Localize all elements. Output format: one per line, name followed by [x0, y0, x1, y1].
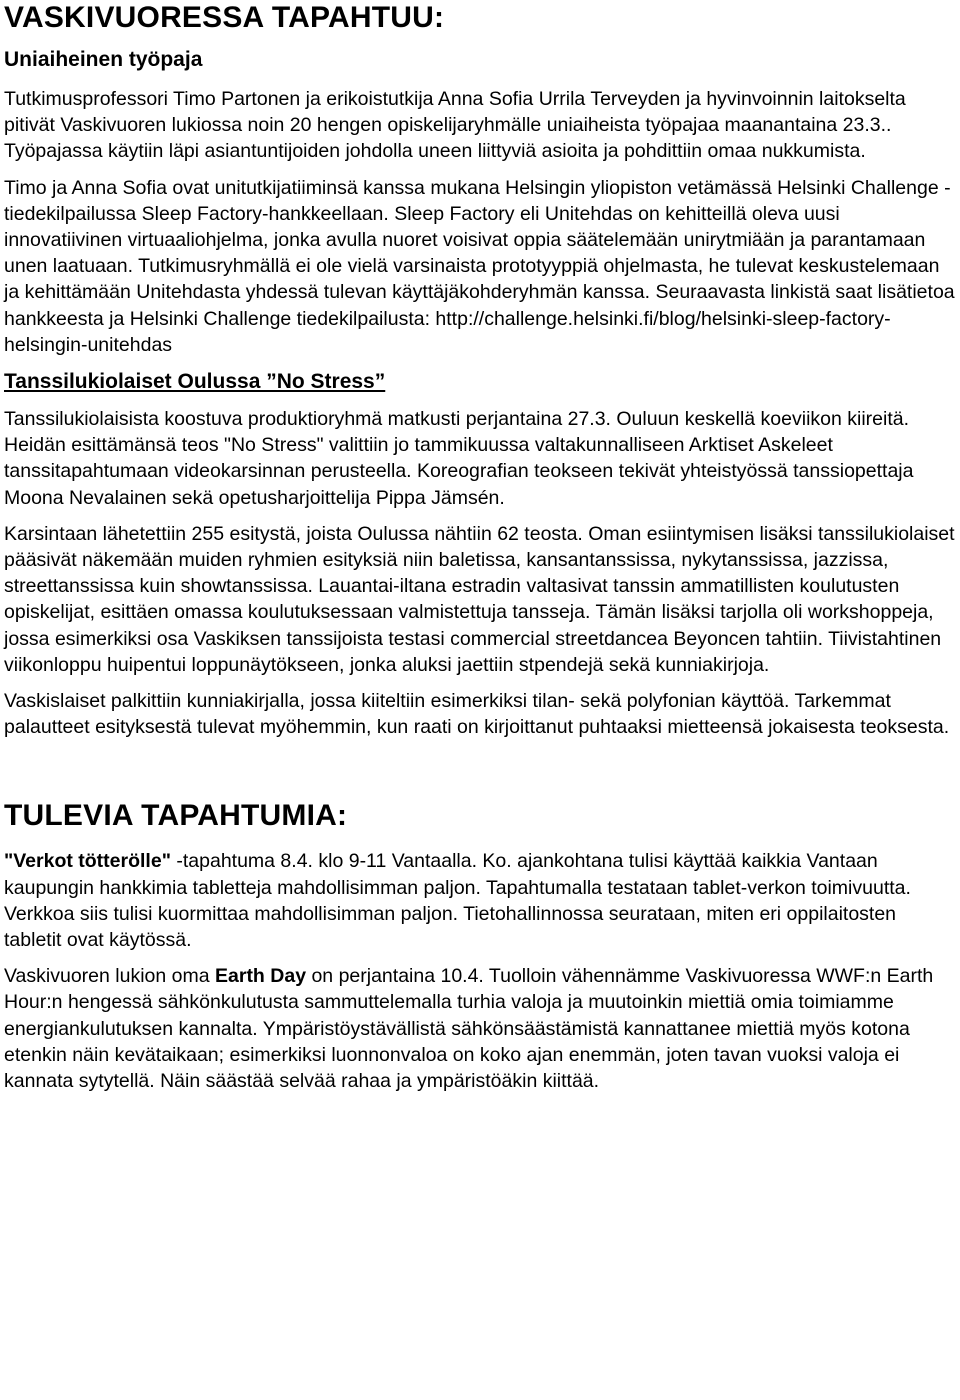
- article-paragraph: Vaskislaiset palkittiin kunniakirjalla, jossa kiiteltiin esimerkiksi tilan- sekä polyfonian käyttöä. Tarkemmat palautteet esityksestä tulevat myöhemmin, kun raati on kirjoittanut puhtaaksi mietteensä jokaisesta teoksesta.: [4, 690, 950, 739]
- event-paragraph-earth-day: [4, 963, 956, 1094]
- article-paragraph: Karsintaan lähetettiin 255 esitystä, joista Oulussa nähtiin 62 teosta. Oman esiintymisen lisäksi tanssilukiolaiset pääsivät näkemään muiden ryhmien esityksiä niin baletissa, kansantanssissa, nykytanssissa, jazzissa, streettanssissa kuin showtanssissa. Lauantai-iltana estradin valtasivat tanssin ammatillisten koulutusten opiskelijat, esittäen omassa koulutuksessaan valmistettuja tansseja. Tämän lisäksi tarjolla oli workshoppeja, jossa esimerkiksi osa Vaskiksen tanssijoista testasi commercial streetdancea Beyoncen tahtiin. Tiivistahtinen viikonloppu huipentui loppunäytökseen, jonka aluksi jaettiin stpendejä sekä kunniakirjoja.: [4, 522, 955, 676]
- event-text: -tapahtuma 8.4. klo 9-11 Vantaalla. Ko. ajankohtana tulisi käyttää kaikkia Vantaan kaupungin hankkimia tabletteja mahdollisimman paljon. Tapahtumalla testataan tablet-verkon toimivuutta. Verkkoa siis tulisi kuormittaa mahdollisimman paljon. Tietohallinnossa seurataan, miten eri oppilaitosten tabletit ovat käytössä.: [4, 850, 911, 952]
- article-heading-sleep-workshop: Uniaiheinen työpaja: [4, 48, 203, 71]
- event-text-pre: Vaskivuoren lukion oma: [4, 965, 215, 988]
- article-heading-dance: Tanssilukiolaiset Oulussa ”No Stress”: [4, 370, 386, 394]
- spacer: [4, 740, 956, 798]
- event-name-verkot: "Verkot tötterölle": [4, 850, 171, 873]
- section-title-current: VASKIVUORESSA TAPAHTUU:: [4, 1, 445, 34]
- event-text: on perjantaina 10.4. Tuolloin vähennämme Vaskivuoressa WWF:n Earth Hour:n hengessä sähkönkulutusta sammuttelemalla turhia valoja ja muutoinkin miettiä omia toimiamme energiankulutuksen kannalta. Ympäristöystävällistä sähkönsäästämistä kannattanee miettiä myös kotona etenkin näin kevätaikaan; esimerkiksi luonnonvaloa on koko ajan enemmän, joten tavan vuoksi valoja ei kannata sytytellä. Näin säästää selvää rahaa ja ympäristöäkin kiittää.: [4, 965, 934, 1093]
- article-paragraph: Tutkimusprofessori Timo Partonen ja erikoistutkija Anna Sofia Urrila Terveyden ja hyvinvoinnin laitokselta pitivät Vaskivuoren lukiossa noin 20 hengen opiskelijaryhmälle uniaiheista työpajaa maanantaina 23.3.. Työpajassa käytiin läpi asiantuntijoiden johdolla uneen liittyviä asioita ja pohdittiin omaa nukkumista.: [4, 88, 906, 163]
- section-title-upcoming: TULEVIA TAPAHTUMIA:: [4, 799, 348, 833]
- article-paragraph: Tanssilukiolaisista koostuva produktioryhmä matkusti perjantaina 27.3. Ouluun keskellä koeviikon kiireitä. Heidän esittämänsä teos "No Stress" valittiin jo tammikuussa valtakunnalliseen Arktiset Askeleet tanssitapahtumaan videokarsinnan perusteella. Koreografian teokseen tekivät yhteistyössä tanssiopettaja Moona Nevalainen sekä opetusharjoittelija Pippa Jämsén.: [4, 408, 914, 509]
- article-paragraph: Timo ja Anna Sofia ovat unitutkijatiiminsä kanssa mukana Helsingin yliopiston vetämässä Helsinki Challenge -tiedekilpailussa Sleep Factory-hankkeellaan. Sleep Factory eli Unitehdas on kehitteillä oleva uusi innovatiivinen virtuaaliohjelma, jonka avulla nuoret voisivat oppia säätelemään unirytmiään ja parantamaan unen laatuaan. Tutkimusryhmällä ei ole vielä varsinaista prototyyppiä ohjelmasta, he tulevat keskustelemaan ja kehittämään Unitehdasta yhdessä tulevan käyttäjäkohderyhmän kanssa. Seuraavasta linkistä saat lisätietoa hankkeesta ja Helsinki Challenge tiedekilpailusta: http://challenge.helsinki.fi/blog/helsinki-sleep-factory-helsingin-unitehdas: [4, 176, 955, 356]
- event-paragraph-verkot: [4, 848, 956, 953]
- event-name-earth-day: Earth Day: [215, 965, 307, 988]
